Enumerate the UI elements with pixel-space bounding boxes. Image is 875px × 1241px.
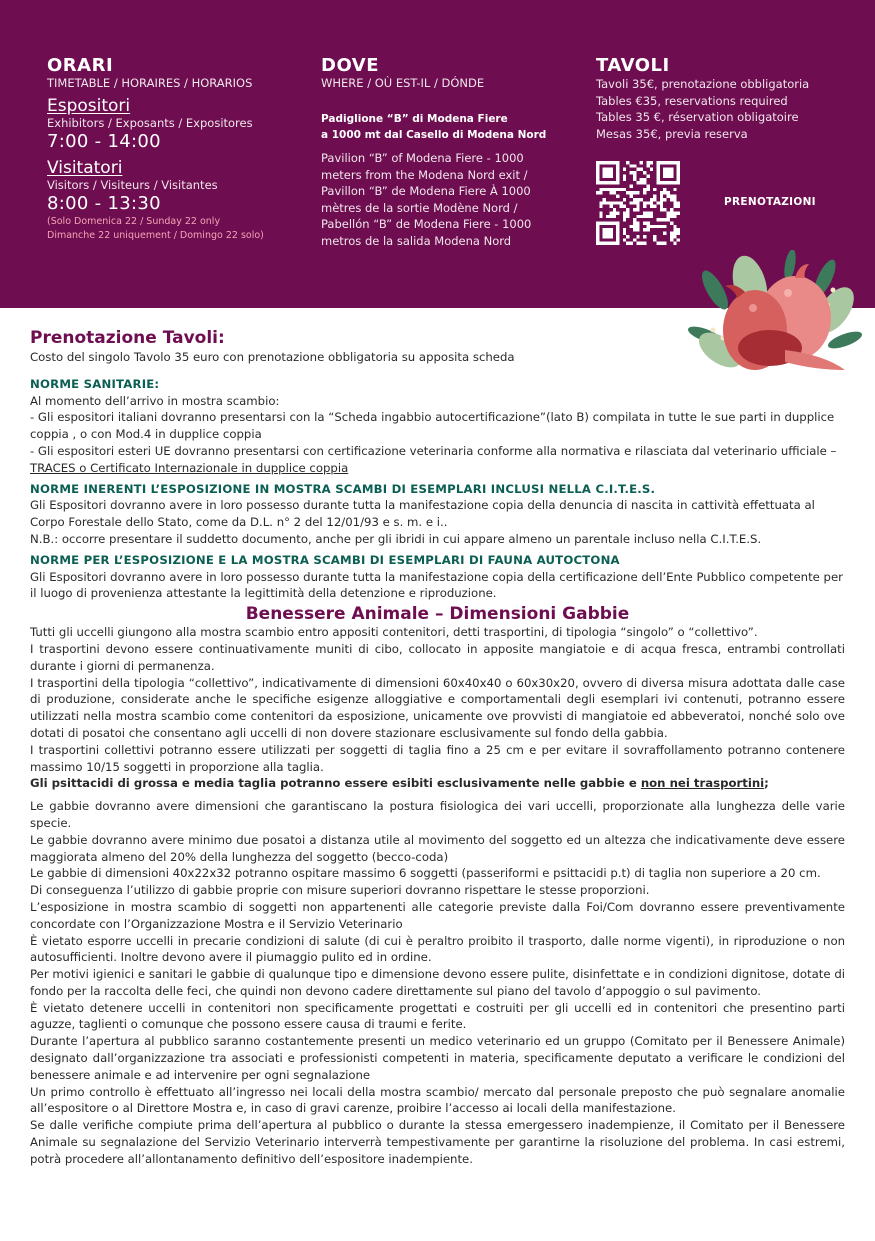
norme-fauna-title: NORME PER L’ESPOSIZIONE E LA MOSTRA SCAMBI DI ESEMPLARI DI FAUNA AUTOCTONA — [30, 552, 620, 567]
tavoli-line: Tables 35 €, réservation obligatoire — [596, 110, 799, 124]
dove-subtitle: WHERE / OÙ EST-IL / DÓNDE — [321, 76, 485, 90]
norme-cites-text: Gli Espositori dovranno avere in loro possesso durante tutta la manifestazione copia della denuncia di nascita in cattività effettuata al Corpo Forestale dello Stato, come da D.L. n° 2 del 12/01/93 e s. m. e i.. — [30, 498, 815, 530]
dove-line: Pavillon “B” de Modena Fiere À 1000 — [321, 184, 531, 198]
dove-line: metros de la salida Modena Nord — [321, 233, 512, 248]
benessere-paragraph: I trasportini collettivi potranno essere utilizzati per soggetti di taglia fino a 25 cm e per evitare il sovraffollamento potranno contenere massimo 10/15 soggetti in proporzione alla taglia. — [30, 742, 845, 774]
ue-text: - Gli espositori esteri UE dovranno presentarsi con certificazione veterinaria conforme alla normativa e rilasciata dal veterinario ufficiale – — [30, 443, 837, 458]
benessere-title: Benessere Animale – Dimensioni Gabbie — [245, 604, 630, 625]
visitatori-note-1: (Solo Domenica 22 / Sunday 22 only — [47, 216, 221, 227]
prenotazione-text: Costo del singolo Tavolo 35 euro con prenotazione obbligatoria su apposita scheda — [30, 350, 515, 364]
gabbie-paragraph: Di conseguenza l’utilizzo di gabbie proprie con misure superiori dovranno rispettare le stesse proporzioni. — [30, 883, 650, 898]
tavoli-line: Tavoli 35€, prenotazione obbligatoria — [596, 77, 810, 91]
gabbie-paragraph: L’esposizione in mostra scambio di soggetti non appartenenti alle categorie previste dalla Foi/Com dovranno essere preventivamente concordate con l’Organizzazione Mostra e il Servizio Veterinario — [30, 899, 845, 931]
main-content — [30, 327, 845, 1168]
norme-sanitarie-ue — [30, 443, 845, 477]
dove-title: DOVE — [321, 55, 379, 76]
orari-title: ORARI — [47, 55, 114, 76]
tavoli-title: TAVOLI — [596, 55, 670, 76]
dove-line: Pavilion “B” of Modena Fiere - 1000 — [321, 151, 524, 165]
orari-section — [47, 56, 302, 243]
gabbie-paragraph: Le gabbie dovranno avere dimensioni che garantiscano la postura fisiologica dei vari uccelli, proporzionate alla lunghezza delle varie specie. — [30, 799, 845, 830]
tavoli-line: Tables €35, reservations required — [596, 93, 788, 108]
prenotazioni-label[interactable]: PRENOTAZIONI — [724, 196, 816, 208]
gabbie-paragraph: È vietato detenere uccelli in contenitori non specificamente progettati e costruiti per gli uccelli ed in contenitori che presentino parti aguzze, taglienti o comunque che possono essere causa di traumi e ferite. — [30, 1000, 845, 1032]
non-nei-trasportini: non nei trasportini — [640, 776, 765, 791]
gabbie-paragraph: Le gabbie dovranno avere minimo due posatoi a distanza utile al movimento del soggetto ed un altezza che indicativamente deve essere maggiorata almeno del 20% della lunghezza del soggetto (becco-coda) — [30, 832, 845, 864]
prenotazione-title: Prenotazione Tavoli: — [30, 328, 225, 348]
visitatori-time: 8:00 - 13:30 — [47, 193, 161, 214]
traces-underlined: TRACES o Certificato Internazionale in dupplice coppia — [30, 460, 349, 475]
espositori-label: Espositori — [47, 96, 131, 116]
norme-fauna-text: Gli Espositori dovranno avere in loro possesso durante tutta la manifestazione copia della certificazione dell’Ente Pubblico competente per il luogo di provenienza attestante la legittimità della detenzione e riproduzione. — [30, 569, 843, 601]
dove-address-bold — [321, 111, 581, 143]
norme-sanitarie-title: NORME SANITARIE: — [30, 376, 160, 391]
dove-bold-line: a 1000 mt dal Casello di Modena Nord — [321, 129, 547, 141]
gabbie-paragraph: Le gabbie di dimensioni 40x22x32 potranno ospitare massimo 6 soggetti (passeriformi e psittacidi p.t) di taglia non superiore a 20 cm. — [30, 866, 821, 881]
gabbie-paragraph: Per motivi igienici e sanitari le gabbie di qualunque tipo e dimensione devono essere pulite, disinfettate e in condizioni dignitose, dotate di fondo per la raccolta delle feci, che quindi non devono cadere direttamente sul piano del tavolo d’appoggio o sul pavimento. — [30, 967, 845, 998]
psittacidi-note — [30, 775, 845, 792]
visitatori-label: Visitatori — [47, 158, 123, 178]
norme-sanitarie-line: Al momento dell’arrivo in mostra scambio: — [30, 393, 280, 408]
gabbie-paragraph: Durante l’apertura al pubblico saranno costantemente presenti un medico veterinario ed un gruppo (Comitato per il Benessere Animale) designato dall’organizzazione tra associati e professionisti competenti in materia, specificamente deputato a verificare le condizioni del benessere animale e ad intervenire per ogni segnalazione — [30, 1034, 845, 1082]
benessere-paragraph: I trasportini della tipologia “collettivo”, indicativamente di dimensioni 60x40x40 o 60x30x20, ovvero di diversa misura adottata dalle case di produzione, considerate anche le specifiche esigenze alloggiative e comportamentali degli esemplari ivi contenuti, potranno essere utilizzati nella mostra scambio come contenitori da esposizione, unicamente ove provvisti di mangiatoie ed abbeveratoi, nonché solo ove dotati di posatoi che consentano agli uccelli di non dovere stazionare esclusivamente sul fondo della gabbia. — [30, 675, 845, 740]
qr-code-icon[interactable] — [596, 161, 680, 245]
tavoli-line: Mesas 35€, previa reserva — [596, 126, 748, 141]
psittacidi-end: ; — [764, 776, 769, 791]
espositori-time: 7:00 - 14:00 — [47, 131, 161, 152]
dove-line: mètres de la sortie Modène Nord / — [321, 200, 518, 215]
visitatori-note-2: Dimanche 22 uniquement / Domingo 22 solo) — [47, 230, 264, 241]
dove-line: meters from the Modena Nord exit / — [321, 167, 528, 182]
psittacidi-text: Gli psittacidi di grossa e media taglia potranno essere esibiti esclusivamente nelle gabbie e — [30, 776, 641, 791]
norme-cites-title: NORME INERENTI L’ESPOSIZIONE IN MOSTRA SCAMBI DI ESEMPLARI INCLUSI NELLA C.I.T.E.S. — [30, 481, 656, 496]
norme-sanitarie-line: - Gli espositori italiani dovranno presentarsi con la “Scheda ingabbio autocertificazione”(lato B) compilata in tutte le sue parti in dupplice coppia , o con Mod.4 in dupplice coppia — [30, 410, 835, 442]
gabbie-paragraph: Se dalle verifiche compiute prima dell’apertura al pubblico o durante la stessa emergessero inadempienze, il Comitato per il Benessere Animale su segnalazione del Servizio Veterinario interverrà tempestivamente per garantirne la risoluzione del problema. In casi estremi, potrà procedere all’allontanamento definitivo dell’espositore inadempiente. — [30, 1118, 845, 1166]
dove-line: Pabellón “B” de Modena Fiere - 1000 — [321, 217, 532, 231]
espositori-translations: Exhibitors / Exposants / Expositores — [47, 116, 253, 130]
tavoli-section — [596, 55, 866, 208]
gabbie-paragraph: Un primo controllo è effettuato all’ingresso nei locali della mostra scambio/ mercato dal personale preposto che può segnalare anomalie all’espositore o al Direttore Mostra e, in caso di gravi carenze, proibire l’accesso ai locali della manifestazione. — [30, 1084, 845, 1116]
visitatori-translations: Visitors / Visiteurs / Visitantes — [47, 178, 218, 192]
gabbie-paragraph: È vietato esporre uccelli in precarie condizioni di salute (di cui è peraltro proibito il trasporto, dalle norme vigenti), in riproduzione o non autosufficienti. Inoltre devono avere il piumaggio pulito ed in ordine. — [30, 933, 845, 965]
dove-section — [321, 56, 581, 249]
norme-cites-nb: N.B.: occorre presentare il suddetto documento, anche per gli ibridi in cui appare almeno un parentale incluso nella C.I.T.E.S. — [30, 531, 762, 546]
benessere-paragraph: Tutti gli uccelli giungono alla mostra scambio entro appositi contenitori, detti trasportini, di tipologia “singolo” o “collettivo”. — [30, 625, 758, 640]
orari-subtitle: TIMETABLE / HORAIRES / HORARIOS — [47, 76, 253, 90]
dove-translations — [321, 150, 581, 249]
benessere-paragraph: I trasportini devono essere continuativamente muniti di cibo, collocato in apposite mangiatoie e di acqua fresca, entrambi controllati durante i giorni di permanenza. — [30, 641, 845, 673]
dove-bold-line: Padiglione “B” di Modena Fiere — [321, 113, 508, 125]
